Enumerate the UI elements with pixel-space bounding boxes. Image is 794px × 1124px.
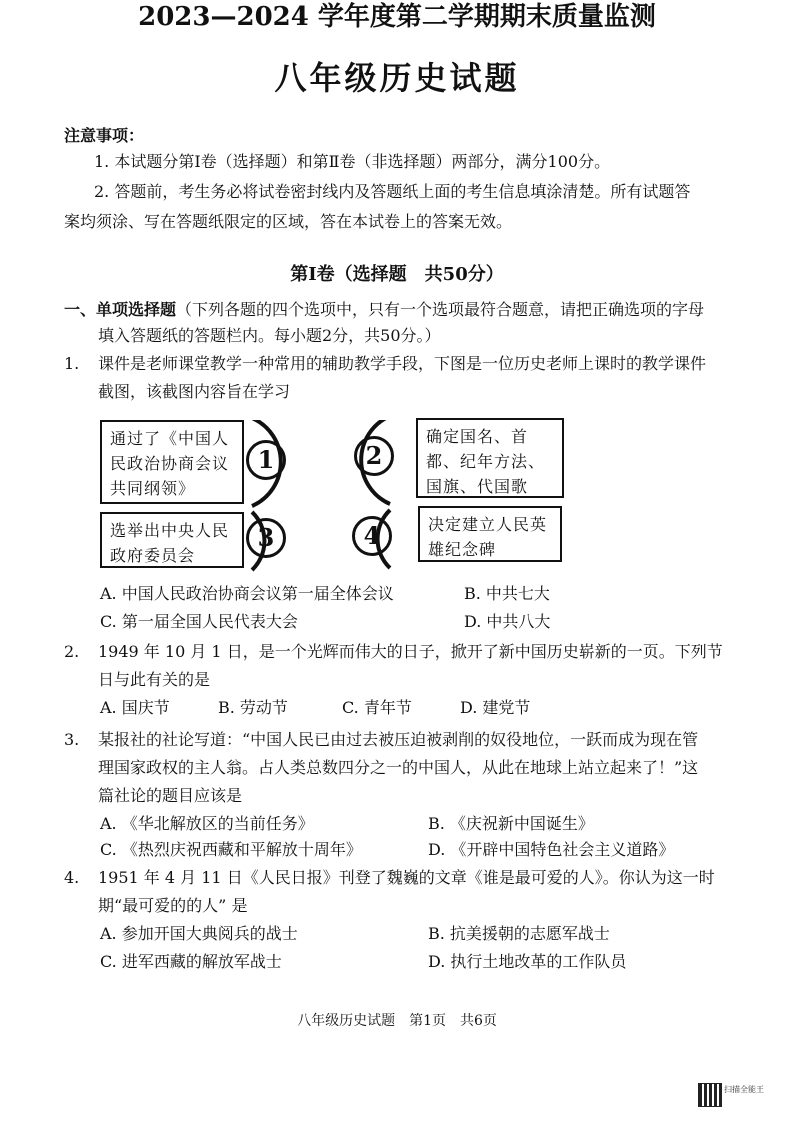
q1-stem-line-1: 课件是老师课堂教学一种常用的辅助教学手段，下图是一位历史老师上课时的教学课件 bbox=[98, 354, 707, 373]
q1-option-d: D. 中共八大 bbox=[464, 612, 551, 631]
exam-subtitle: 八年级历史试题 bbox=[274, 59, 520, 97]
q2-option-b: B. 劳动节 bbox=[218, 698, 288, 717]
q4-option-c: C. 进军西藏的解放军战士 bbox=[100, 952, 282, 971]
q1-option-b: B. 中共七大 bbox=[464, 584, 550, 603]
exam-title: 2023—2024 学年度第二学期期末质量监测 bbox=[138, 2, 656, 32]
q1-box-4: 决定建立人民英雄纪念碑 bbox=[418, 506, 562, 562]
q4-option-a: A. 参加开国大典阅兵的战士 bbox=[100, 924, 298, 943]
q1-circle-3: 3 bbox=[246, 518, 286, 558]
q1-box-2: 确定国名、首都、纪年方法、国旗、代国歌 bbox=[416, 418, 564, 498]
q1-circle-4: 4 bbox=[352, 516, 392, 556]
q1-box-1: 通过了《中国人民政治协商会议共同纲领》 bbox=[100, 420, 244, 504]
section-1-instructions bbox=[64, 298, 704, 322]
q1-stem-line-2: 截图，该截图内容旨在学习 bbox=[98, 382, 291, 401]
q2-option-d: D. 建党节 bbox=[460, 698, 531, 717]
q1-number: 1. bbox=[64, 354, 80, 373]
q3-option-d: D. 《开辟中国特色社会主义道路》 bbox=[428, 840, 675, 859]
q3-stem-line-3: 篇社论的题目应该是 bbox=[98, 786, 243, 805]
watermark-text: 扫描全能王 bbox=[724, 1085, 764, 1094]
q2-option-c: C. 青年节 bbox=[342, 698, 412, 717]
notice-item-2-line-1: 2. 答题前，考生务必将试卷密封线内及答题纸上面的考生信息填涂清楚。所有试题答 bbox=[94, 182, 691, 201]
q1-option-a: A. 中国人民政治协商会议第一届全体会议 bbox=[100, 584, 394, 603]
notice-heading: 注意事项： bbox=[64, 126, 145, 145]
q4-stem-line-2: 期“最可爱的的人” 是 bbox=[98, 896, 248, 915]
section-1-title: 第Ⅰ卷（选择题 共50分） bbox=[290, 264, 504, 285]
qr-code-icon bbox=[698, 1083, 722, 1107]
q2-option-a: A. 国庆节 bbox=[100, 698, 170, 717]
q3-stem-line-2: 理国家政权的主人翁。占人类总数四分之一的中国人，从此在地球上站立起来了！”这 bbox=[98, 758, 699, 777]
q2-stem-line-1: 1949 年 10 月 1 日，是一个光辉而伟大的日子，掀开了新中国历史崭新的一页。下列节 bbox=[98, 642, 723, 661]
q1-circle-1: 1 bbox=[246, 440, 286, 480]
page-footer: 八年级历史试题 第1页 共6页 bbox=[297, 1013, 497, 1029]
q3-option-c: C. 《热烈庆祝西藏和平解放十周年》 bbox=[100, 840, 362, 859]
q3-stem-line-1: 某报社的社论写道：“中国人民已由过去被压迫被剥削的奴役地位，一跃而成为现在管 bbox=[98, 730, 699, 749]
q2-stem-line-2: 日与此有关的是 bbox=[98, 670, 211, 689]
instructions-label: 一、单项选择题 bbox=[64, 300, 177, 319]
notice-item-1: 1. 本试题分第Ⅰ卷（选择题）和第Ⅱ卷（非选择题）两部分，满分100分。 bbox=[94, 152, 611, 171]
q4-number: 4. bbox=[64, 868, 80, 887]
instructions-text: （下列各题的四个选项中，只有一个选项最符合题意，请把正确选项的字母 bbox=[176, 300, 705, 319]
q2-number: 2. bbox=[64, 642, 80, 661]
section-1-instructions-line-2: 填入答题纸的答题栏内。每小题2分，共50分。） bbox=[98, 326, 441, 345]
scanner-watermark bbox=[698, 1083, 782, 1107]
q1-box-3: 选举出中央人民政府委员会 bbox=[100, 512, 244, 568]
q4-stem-line-1: 1951 年 4 月 11 日《人民日报》刊登了魏巍的文章《谁是最可爱的人》。你认为这一时 bbox=[98, 868, 715, 887]
q4-option-b: B. 抗美援朝的志愿军战士 bbox=[428, 924, 610, 943]
q3-option-a: A. 《华北解放区的当前任务》 bbox=[100, 814, 314, 833]
q3-number: 3. bbox=[64, 730, 80, 749]
notice-item-2-line-2: 案均须涂、写在答题纸限定的区域，答在本试卷上的答案无效。 bbox=[64, 212, 513, 231]
q3-option-b: B. 《庆祝新中国诞生》 bbox=[428, 814, 594, 833]
q1-circle-2: 2 bbox=[354, 436, 394, 476]
q4-option-d: D. 执行土地改革的工作队员 bbox=[428, 952, 627, 971]
q1-option-c: C. 第一届全国人民代表大会 bbox=[100, 612, 298, 631]
